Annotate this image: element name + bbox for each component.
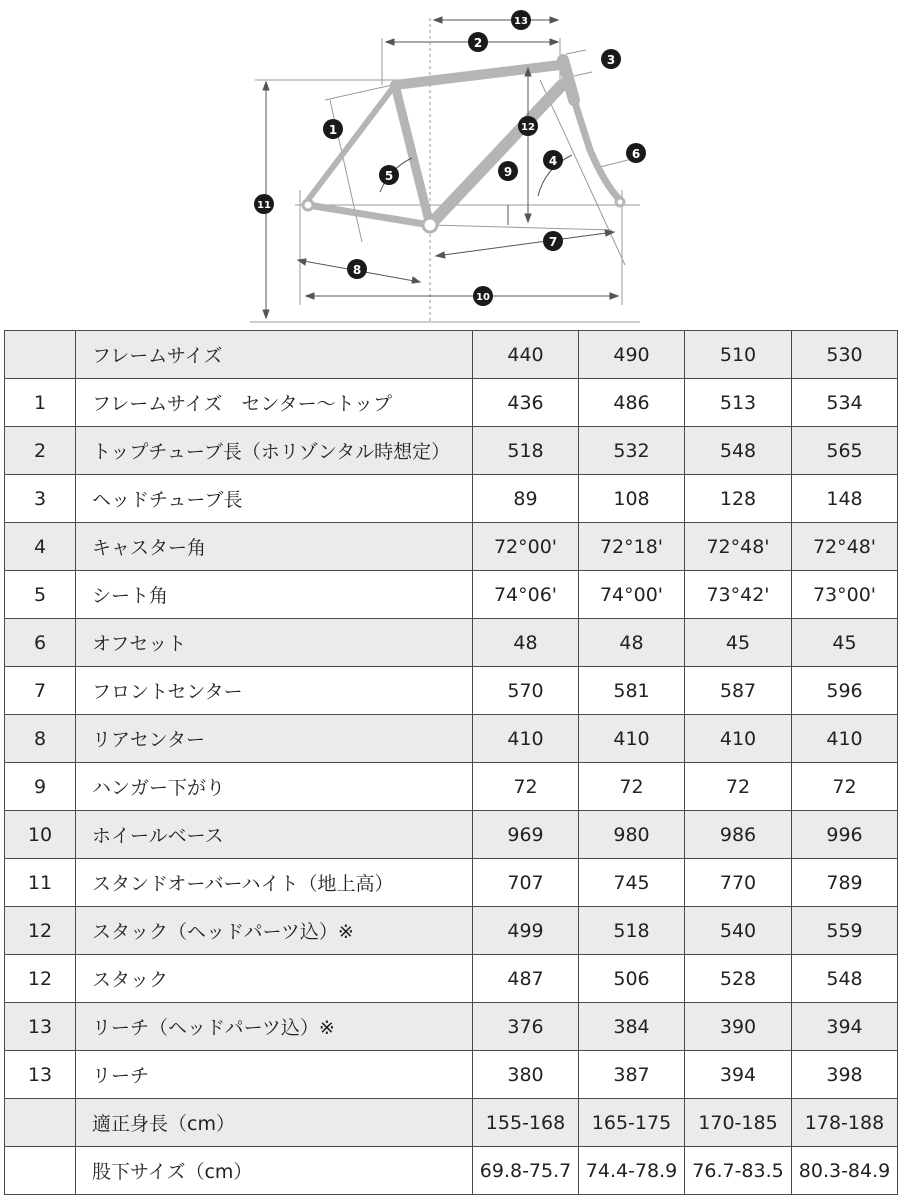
row-value: 410 [792, 715, 898, 763]
row-number: 2 [5, 427, 76, 475]
header-row [5, 331, 898, 379]
table-row [5, 1099, 898, 1147]
row-value: 72 [579, 763, 685, 811]
size-header-440: 440 [473, 331, 579, 379]
row-label: フロントセンター [76, 667, 473, 715]
row-value: 996 [792, 811, 898, 859]
marker-11 [254, 194, 274, 214]
svg-text:2: 2 [473, 36, 483, 50]
table-row [5, 619, 898, 667]
row-label: リアセンター [76, 715, 473, 763]
row-number [5, 331, 76, 379]
row-value: 513 [685, 379, 792, 427]
row-value: 387 [579, 1051, 685, 1099]
marker-6 [626, 143, 646, 163]
row-value: 410 [579, 715, 685, 763]
row-value: 436 [473, 379, 579, 427]
row-value: 528 [685, 955, 792, 1003]
row-value: 532 [579, 427, 685, 475]
row-label: フレームサイズ [76, 331, 473, 379]
row-value: 506 [579, 955, 685, 1003]
row-number: 8 [5, 715, 76, 763]
row-value: 108 [579, 475, 685, 523]
svg-text:7: 7 [548, 235, 558, 249]
row-number: 13 [5, 1003, 76, 1051]
row-value: 155-168 [473, 1099, 579, 1147]
row-value: 48 [579, 619, 685, 667]
row-value: 72°18' [579, 523, 685, 571]
row-label: ヘッドチューブ長 [76, 475, 473, 523]
row-value: 565 [792, 427, 898, 475]
row-label: スタック [76, 955, 473, 1003]
size-header-530: 530 [792, 331, 898, 379]
svg-text:11: 11 [257, 200, 271, 211]
table-row [5, 523, 898, 571]
row-number: 6 [5, 619, 76, 667]
row-number: 12 [5, 955, 76, 1003]
row-number: 12 [5, 907, 76, 955]
row-value: 170-185 [685, 1099, 792, 1147]
row-value: 410 [685, 715, 792, 763]
row-value: 559 [792, 907, 898, 955]
frame-geometry-diagram [0, 0, 900, 330]
row-value: 980 [579, 811, 685, 859]
table-row [5, 763, 898, 811]
row-value: 570 [473, 667, 579, 715]
row-value: 770 [685, 859, 792, 907]
row-label: リーチ [76, 1051, 473, 1099]
row-value: 581 [579, 667, 685, 715]
row-value: 74°06' [473, 571, 579, 619]
row-number: 13 [5, 1051, 76, 1099]
row-value: 487 [473, 955, 579, 1003]
table-row [5, 571, 898, 619]
row-number: 7 [5, 667, 76, 715]
table-row [5, 475, 898, 523]
row-value: 376 [473, 1003, 579, 1051]
svg-text:10: 10 [476, 292, 490, 303]
row-value: 410 [473, 715, 579, 763]
row-label: リーチ（ヘッドパーツ込）※ [76, 1003, 473, 1051]
row-value: 128 [685, 475, 792, 523]
row-value: 74.4-78.9 [579, 1147, 685, 1195]
row-value: 534 [792, 379, 898, 427]
row-value: 380 [473, 1051, 579, 1099]
row-number: 5 [5, 571, 76, 619]
svg-text:6: 6 [631, 147, 641, 161]
row-label: ホイールベース [76, 811, 473, 859]
table-row [5, 811, 898, 859]
marker-8 [347, 259, 367, 279]
geometry-table [4, 330, 898, 1195]
row-value: 548 [685, 427, 792, 475]
svg-text:12: 12 [521, 122, 535, 133]
row-value: 72 [792, 763, 898, 811]
row-value: 789 [792, 859, 898, 907]
row-value: 76.7-83.5 [685, 1147, 792, 1195]
marker-12 [518, 116, 538, 136]
svg-text:13: 13 [514, 16, 528, 27]
row-label: トップチューブ長（ホリゾンタル時想定） [76, 427, 473, 475]
table-row [5, 1051, 898, 1099]
svg-text:5: 5 [384, 169, 394, 183]
row-value: 596 [792, 667, 898, 715]
marker-3 [601, 49, 621, 69]
row-value: 72°48' [685, 523, 792, 571]
svg-text:1: 1 [328, 123, 338, 137]
row-value: 48 [473, 619, 579, 667]
svg-text:3: 3 [606, 53, 616, 67]
row-value: 72 [685, 763, 792, 811]
row-value: 148 [792, 475, 898, 523]
table-row [5, 379, 898, 427]
table-row [5, 427, 898, 475]
row-label: 股下サイズ（cm） [76, 1147, 473, 1195]
row-value: 80.3-84.9 [792, 1147, 898, 1195]
row-value: 486 [579, 379, 685, 427]
row-value: 72 [473, 763, 579, 811]
row-label: スタック（ヘッドパーツ込）※ [76, 907, 473, 955]
marker-7 [543, 231, 563, 251]
marker-1 [323, 119, 343, 139]
size-header-510: 510 [685, 331, 792, 379]
row-value: 89 [473, 475, 579, 523]
row-value: 165-175 [579, 1099, 685, 1147]
row-label: シート角 [76, 571, 473, 619]
row-value: 518 [579, 907, 685, 955]
row-value: 394 [792, 1003, 898, 1051]
row-label: オフセット [76, 619, 473, 667]
marker-9 [498, 161, 518, 181]
row-number: 9 [5, 763, 76, 811]
row-value: 73°00' [792, 571, 898, 619]
row-value: 384 [579, 1003, 685, 1051]
row-value: 587 [685, 667, 792, 715]
table-row [5, 667, 898, 715]
svg-text:4: 4 [548, 154, 558, 168]
table-row [5, 955, 898, 1003]
row-value: 548 [792, 955, 898, 1003]
table-row [5, 715, 898, 763]
row-label: ハンガー下がり [76, 763, 473, 811]
row-value: 69.8-75.7 [473, 1147, 579, 1195]
marker-2 [468, 32, 488, 52]
row-value: 73°42' [685, 571, 792, 619]
row-value: 390 [685, 1003, 792, 1051]
row-value: 745 [579, 859, 685, 907]
row-number: 1 [5, 379, 76, 427]
marker-5 [379, 165, 399, 185]
table-row [5, 907, 898, 955]
table-row [5, 859, 898, 907]
row-value: 986 [685, 811, 792, 859]
row-value: 45 [792, 619, 898, 667]
geometry-table-body [5, 331, 898, 1195]
frame-drawing [250, 17, 640, 322]
row-value: 707 [473, 859, 579, 907]
row-number [5, 1099, 76, 1147]
size-header-490: 490 [579, 331, 685, 379]
row-value: 969 [473, 811, 579, 859]
marker-4 [543, 150, 563, 170]
row-value: 74°00' [579, 571, 685, 619]
row-value: 72°48' [792, 523, 898, 571]
row-value: 178-188 [792, 1099, 898, 1147]
marker-10 [473, 286, 493, 306]
svg-text:9: 9 [503, 165, 513, 179]
row-number: 4 [5, 523, 76, 571]
row-number: 11 [5, 859, 76, 907]
row-label: フレームサイズ センター～トップ [76, 379, 473, 427]
marker-13 [511, 10, 531, 30]
svg-text:8: 8 [352, 263, 362, 277]
row-value: 518 [473, 427, 579, 475]
row-number [5, 1147, 76, 1195]
table-row [5, 1003, 898, 1051]
row-value: 398 [792, 1051, 898, 1099]
row-value: 499 [473, 907, 579, 955]
row-value: 540 [685, 907, 792, 955]
row-number: 10 [5, 811, 76, 859]
row-label: キャスター角 [76, 523, 473, 571]
row-value: 45 [685, 619, 792, 667]
table-row [5, 1147, 898, 1195]
row-label: スタンドオーバーハイト（地上高） [76, 859, 473, 907]
row-label: 適正身長（cm） [76, 1099, 473, 1147]
row-value: 394 [685, 1051, 792, 1099]
row-value: 72°00' [473, 523, 579, 571]
row-number: 3 [5, 475, 76, 523]
